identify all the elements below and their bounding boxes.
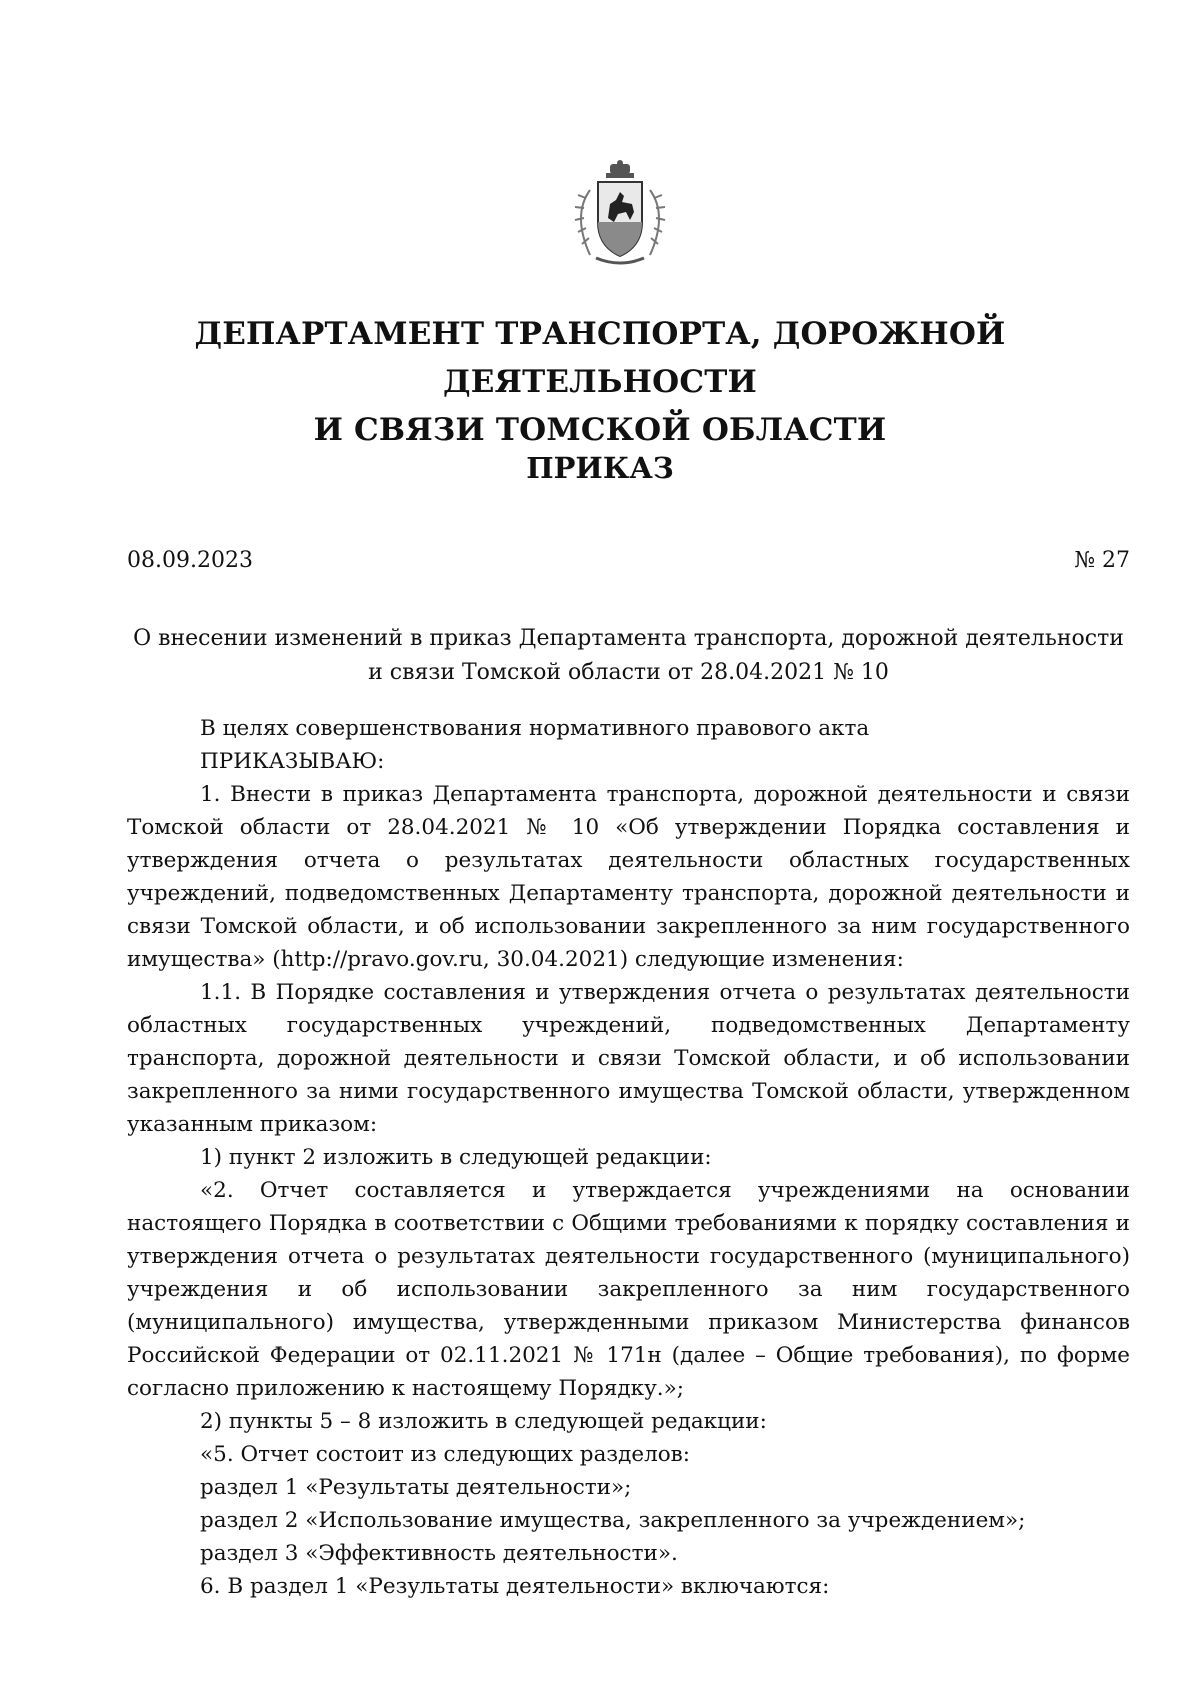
- department-title-line1: ДЕПАРТАМЕНТ ТРАНСПОРТА, ДОРОЖНОЙ ДЕЯТЕЛЬНОСТИ: [194, 316, 1006, 400]
- document-number: № 27: [1074, 548, 1130, 573]
- paragraph-section-1: раздел 1 «Результаты деятельности»;: [200, 1475, 632, 1500]
- document-body: [127, 712, 1130, 1603]
- paragraph-purpose: В целях совершенствования нормативного правового акта: [200, 716, 870, 741]
- subject-line2: и связи Томской области от 28.04.2021 № 10: [368, 660, 889, 685]
- paragraph-subitem-2: 2) пункты 5 – 8 изложить в следующей редакции:: [200, 1409, 767, 1434]
- paragraph-item-1: 1. Внести в приказ Департамента транспорта, дорожной деятельности и связи Томской области от 28.04.2021 № 10 «Об утверждении Порядка составления и утверждения отчета о результатах деятельности областных государственных учреждений, подведомственных Департаменту транспорта, дорожной деятельности и связи Томской области, и об использовании закрепленного за ним государственного имущества» (http://pravo.gov.ru, 30.04.2021) следующие изменения:: [127, 782, 1130, 972]
- paragraph-subitem-1: 1) пункт 2 изложить в следующей редакции:: [200, 1145, 712, 1170]
- paragraph-point-2-text: «2. Отчет составляется и утверждается учреждениями на основании настоящего Порядка в соответствии с Общими требованиями к порядку составления и утверждения отчета о результатах деятельности государственного (муниципального) учреждения и об использовании закрепленного за ним государственного (муниципального) имущества, утвержденными приказом Министерства финансов Российской Федерации от 02.11.2021 № 171н (далее – Общие требования), по форме согласно приложению к настоящему Порядку.»;: [127, 1178, 1130, 1401]
- paragraph-section-3: раздел 3 «Эффективность деятельности».: [200, 1541, 678, 1566]
- document-type: ПРИКАЗ: [526, 451, 674, 485]
- coat-of-arms-icon: [560, 160, 680, 270]
- paragraph-item-1-1: 1.1. В Порядке составления и утверждения отчета о результатах деятельности областных государственных учреждений, подведомственных Департаменту транспорта, дорожной деятельности и связи Томской области, и об использовании закрепленного за ними государственного имущества Томской области, утвержденном указанным приказом:: [127, 980, 1130, 1137]
- paragraph-section-2: раздел 2 «Использование имущества, закрепленного за учреждением»;: [200, 1508, 1026, 1533]
- document-subject: [127, 622, 1130, 690]
- document-meta: [127, 546, 1130, 576]
- paragraph-point-5: «5. Отчет состоит из следующих разделов:: [200, 1442, 691, 1467]
- department-title-line2: И СВЯЗИ ТОМСКОЙ ОБЛАСТИ: [313, 412, 887, 448]
- subject-line1: О внесении изменений в приказ Департамента транспорта, дорожной деятельности: [133, 626, 1124, 651]
- paragraph-order: ПРИКАЗЫВАЮ:: [200, 749, 385, 774]
- department-title: [120, 310, 1080, 454]
- document-date: 08.09.2023: [127, 548, 253, 573]
- paragraph-point-6: 6. В раздел 1 «Результаты деятельности» включаются:: [200, 1574, 830, 1599]
